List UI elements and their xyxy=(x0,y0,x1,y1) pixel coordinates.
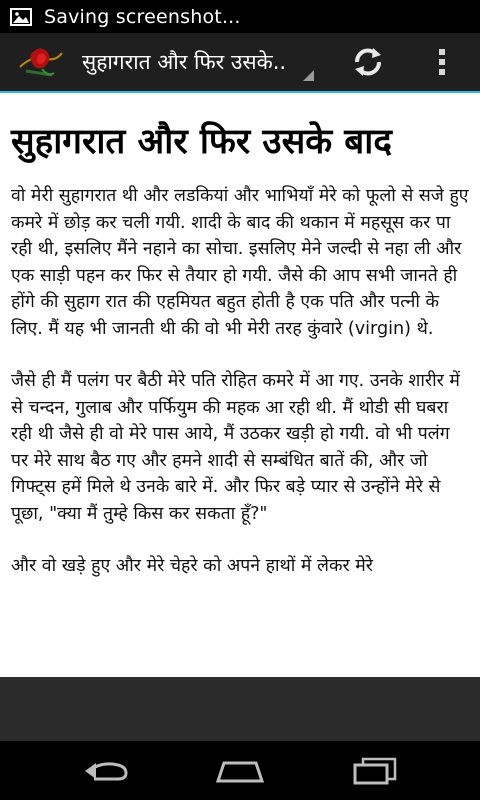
title-spinner[interactable] xyxy=(82,37,314,87)
refresh-button[interactable] xyxy=(340,37,396,87)
spinner-arrow-icon xyxy=(303,70,314,81)
home-button[interactable] xyxy=(210,751,270,791)
article-body xyxy=(11,183,470,580)
back-button[interactable] xyxy=(76,751,136,791)
action-bar-title: सुहागरात और फिर उसके.. xyxy=(82,50,287,74)
refresh-icon xyxy=(351,45,385,79)
home-icon xyxy=(214,757,266,785)
article-paragraph: और वो खड़े हुए और मेरे चेहरे को अपने हाथों में लेकर मेरे xyxy=(11,556,373,576)
article-title: सुहागरात और फिर उसके बाद xyxy=(11,122,392,162)
article-paragraph: जैसे ही मैं पलंग पर बैठी मेरे पति रोहित कमरे में आ गए. उनके शारीर में से चन्दन, गुलाब और पर्फियुम की महक आ रही थी. मैं थोडी सी घबरा रही थी जैसे ही वो मेरे पास आये, मैं उठकर खड़ी हो गयी. वो भी पलंग पर मेरे साथ बैठ गए और हमने शादी से सम्बंधित बातें की, और जो गिफ्ट्स हमें मिले थे उनके बारे में. और फिर बड़े प्यार से उन्होंने मेरे से पूछा, "क्या मैं तुम्हे किस कर सकता हूँ?" xyxy=(11,371,460,524)
article-paragraph: वो मेरी सुहागरात थी और लडकियां और भाभियाँ मेरे को फूलो से सजे हुए कमरे में छोड़ कर चली गयी. शादी के बाद की थकान में महसूस कर पा रही थी, इसलिए मैंने नहाने का सोचा. इसलिए मेने जल्दी से नहा ली और एक साड़ी पहन कर फिर से तैयार हो गयी. जैसे की आप सभी जानते ही होंगे की सुहाग रात की एहमियत बहुत होती है एक पति और पत्नी के लिए. मैं यह भी जानती थी की वो भी मेरी तरह कुंवारे (virgin) थे. xyxy=(11,186,469,339)
article-content[interactable] xyxy=(0,93,480,677)
overflow-menu-icon xyxy=(437,47,447,77)
recent-apps-icon xyxy=(349,756,399,786)
back-icon xyxy=(82,757,130,785)
action-bar xyxy=(0,33,480,92)
recent-apps-button[interactable] xyxy=(344,751,404,791)
navigation-bar xyxy=(0,741,480,800)
overflow-menu-button[interactable] xyxy=(420,37,464,87)
app-logo-icon[interactable] xyxy=(12,41,68,83)
ad-banner-area xyxy=(0,677,480,741)
status-text: Saving screenshot... xyxy=(44,5,241,28)
image-icon xyxy=(10,8,32,26)
status-bar xyxy=(0,0,480,33)
